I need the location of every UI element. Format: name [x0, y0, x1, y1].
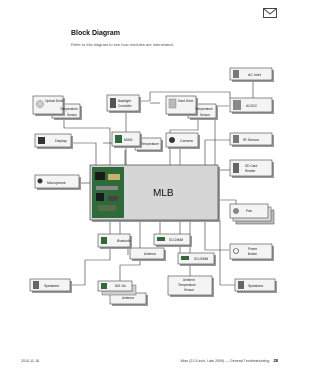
so-dimm-1-block — [154, 234, 192, 247]
ambient-label-2: Temperature — [178, 283, 196, 287]
optical-temp-label: Temperature — [60, 107, 78, 111]
optical-drive-block — [33, 96, 82, 120]
ir-sensor-block — [230, 133, 274, 147]
backlight-label-1: Backlight — [118, 99, 131, 103]
mxm-temp-label: Temperature — [141, 142, 159, 146]
speakers-left-block — [30, 279, 72, 293]
mlb-label: MLB — [153, 188, 174, 199]
page-number: 28 — [273, 358, 278, 363]
hard-drive-block — [166, 96, 218, 120]
so-dimm-2-block — [178, 253, 216, 266]
wifi-block — [98, 281, 148, 306]
mlb-block — [90, 165, 220, 222]
ambient-label-3: Sensor — [184, 288, 195, 292]
so-dimm-2-label: SO-DIMM — [194, 257, 209, 261]
wifi-label: 802.11n — [115, 284, 127, 288]
mxm-label: MXM — [124, 138, 133, 142]
optical-sensor-label: Sensor — [67, 113, 78, 117]
optical-drive-label: Optical Drive — [45, 99, 64, 103]
ac-inlet-block — [230, 68, 274, 82]
power-button-block — [230, 244, 274, 261]
backlight-controller-block — [107, 95, 141, 113]
footer-doc-title: iMac (21.5-inch, Late 2009) — General Troubleshooting — [180, 359, 270, 363]
ac-inlet-label: AC Inlet — [248, 73, 261, 77]
mxm-block — [112, 132, 163, 152]
bluetooth-label: Bluetooth — [117, 239, 131, 243]
display-label: Display — [55, 139, 67, 143]
page-subtitle: Refer to this diagram to see how modules are interrelated. — [71, 42, 174, 47]
sd-label-1: SD Card — [245, 164, 258, 168]
power-label-1: Power — [248, 247, 258, 251]
display-block — [35, 134, 73, 149]
ambient-temp-sensor-block — [168, 276, 214, 297]
camera-label: Camera — [180, 139, 193, 143]
ac-dc-block — [230, 98, 274, 114]
fan-label: Fan — [246, 209, 253, 213]
speakers-right-label: Speakers — [248, 284, 264, 288]
speakers-left-label: Speakers — [44, 284, 60, 288]
hd-temp-label: Temperature — [195, 107, 213, 111]
backlight-label-2: Controller — [118, 104, 132, 108]
fan-block — [230, 204, 274, 224]
microphone-block — [35, 175, 81, 190]
footer-doc — [181, 358, 278, 363]
speakers-right-block — [235, 279, 277, 293]
sd-card-reader-block — [230, 160, 274, 178]
antenna-wifi-label: Antenna — [122, 296, 134, 300]
microphone-label: Microphone — [47, 181, 66, 185]
so-dimm-1-label: SO-DIMM — [169, 238, 184, 242]
footer-date: 2010-11-18 — [21, 359, 40, 363]
ambient-label-1: Ambient — [183, 278, 195, 282]
ac-dc-label: AC/DC — [246, 104, 258, 108]
hd-sensor-label: Sensor — [200, 113, 211, 117]
power-label-2: Button — [248, 252, 258, 256]
ir-sensor-label: IR Sensor — [243, 138, 259, 142]
antenna-bt-label: Antenna — [144, 252, 156, 256]
page-title: Block Diagram — [71, 30, 121, 37]
hard-drive-label: Hard Drive — [178, 99, 194, 103]
camera-block — [166, 133, 200, 149]
sd-label-2: Reader — [245, 169, 256, 173]
